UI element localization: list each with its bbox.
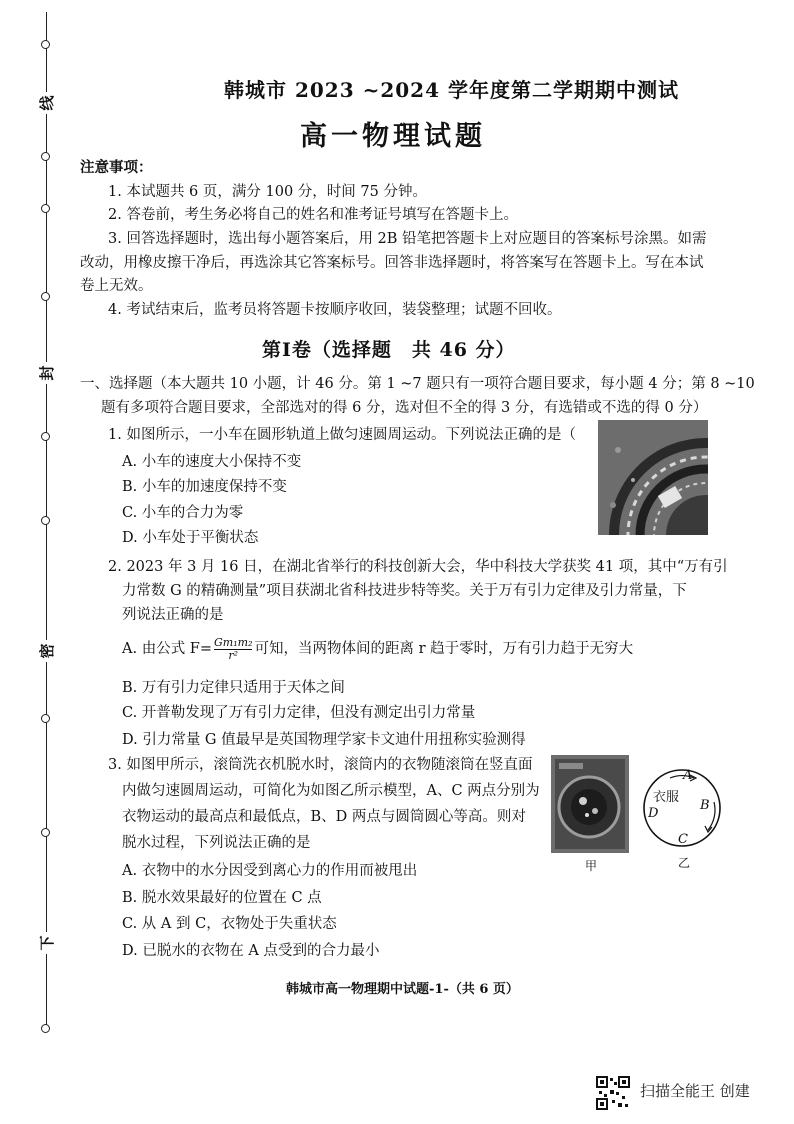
- figure-label-jia: 甲: [585, 859, 598, 873]
- q1-stem: 1. 如图所示，一小车在圆形轨道上做匀速圆周运动。下列说法正确的是（: [108, 427, 576, 443]
- q1-option-b: B. 小车的加速度保持不变: [122, 479, 287, 495]
- binding-char-feng: 封: [36, 362, 58, 384]
- q2-stem: 2. 2023 年 3 月 16 日，在湖北省举行的科技创新大会，华中科技大学获奖 41 项，其中“万有引: [108, 559, 728, 575]
- washing-machine-photo: [551, 755, 629, 853]
- q1-option-c: C. 小车的合力为零: [122, 505, 244, 521]
- binding-char-mi: 密: [36, 640, 58, 662]
- q1-track-photo: [598, 420, 708, 535]
- formula-denominator: r²: [228, 648, 239, 662]
- binding-hole: [41, 40, 50, 49]
- q1-option-d: D. 小车处于平衡状态: [122, 530, 259, 546]
- binding-hole: [41, 1024, 50, 1033]
- gravitation-formula: [214, 637, 252, 662]
- q2-option-b: B. 万有引力定律只适用于天体之间: [122, 680, 345, 696]
- section-instructions: 一、选择题（本大题共 10 小题，计 46 分。第 1 ~7 题只有一项符合题目要求，每小题 4 分；第 8 ~10: [80, 376, 755, 392]
- q3-stem: 内做匀速圆周运动，可简化为如图乙所示模型，A、C 两点分别为: [122, 783, 540, 799]
- q2-stem: 力常数 G 的精确测量”项目获湖北省科技进步特等奖。关于万有引力定律及引力常量，下: [122, 583, 687, 599]
- q3-option-d: D. 已脱水的衣物在 A 点受到的合力最小: [122, 943, 380, 959]
- q2-option-a-suffix: 可知，当两物体间的距离 r 趋于零时，万有引力趋于无穷大: [254, 641, 634, 657]
- binding-hole: [41, 714, 50, 723]
- q2-option-d: D. 引力常量 G 值最早是英国物理学家卡文迪什用扭称实验测得: [122, 732, 526, 748]
- binding-margin: [0, 0, 80, 1124]
- binding-char-xia: 下: [36, 932, 58, 954]
- q2-option-a-prefix: A. 由公式 F=: [122, 641, 213, 657]
- section-instructions: 题有多项符合题目要求，全部选对的得 6 分，选对但不全的得 3 分，有选错或不选的得 0 分）: [101, 400, 708, 416]
- note-item: 改动，用橡皮擦干净后，再选涂其它答案标号。回答非选择题时，将答案写在答题卡上。写在本试: [80, 255, 704, 271]
- note-item: 3. 回答选择题时，选出每小题答案后，用 2B 铅笔把答题卡上对应题目的答案标号涂黑。如需: [108, 231, 707, 247]
- note-item: 卷上无效。: [80, 278, 153, 294]
- point-a-label: A: [683, 768, 693, 783]
- page-footer: 韩城市高一物理期中试题-1-（共 6 页）: [286, 982, 519, 997]
- note-item: 1. 本试题共 6 页，满分 100 分，时间 75 分钟。: [108, 184, 427, 200]
- point-c-label: C: [678, 832, 688, 847]
- q3-option-c: C. 从 A 到 C，衣物处于失重状态: [122, 916, 337, 932]
- scanner-watermark: 扫描全能王 创建: [640, 1082, 750, 1100]
- point-d-label: D: [648, 806, 659, 821]
- binding-hole: [41, 828, 50, 837]
- binding-hole: [41, 432, 50, 441]
- note-item: 4. 考试结束后，监考员将答题卡按顺序收回，装袋整理；试题不回收。: [108, 302, 562, 318]
- q3-option-b: B. 脱水效果最好的位置在 C 点: [122, 890, 322, 906]
- figure-label-yi: 乙: [678, 856, 691, 870]
- section-title: 第Ⅰ卷（选择题 共 46 分）: [262, 339, 516, 361]
- formula-numerator: Gm₁m₂: [214, 635, 253, 649]
- note-item: 2. 答卷前，考生务必将自己的姓名和准考证号填写在答题卡上。: [108, 207, 518, 223]
- binding-char-xian: 线: [36, 92, 58, 114]
- subject-title: 高一物理试题: [300, 121, 486, 152]
- point-b-label: B: [700, 798, 710, 813]
- binding-hole: [41, 516, 50, 525]
- q2-stem: 列说法正确的是: [122, 607, 224, 623]
- exam-title: 韩城市 2023 ~2024 学年度第二学期期中测试: [224, 78, 679, 102]
- notes-heading: 注意事项：: [80, 159, 153, 176]
- binding-hole: [41, 204, 50, 213]
- binding-hole: [41, 292, 50, 301]
- q3-stem: 脱水过程，下列说法正确的是: [122, 835, 311, 851]
- binding-hole: [41, 152, 50, 161]
- qr-code-icon: [596, 1076, 630, 1110]
- q1-option-a: A. 小车的速度大小保持不变: [122, 454, 302, 470]
- q2-option-a: [122, 636, 633, 662]
- q2-option-c: C. 开普勒发现了万有引力定律，但没有测定出引力常量: [122, 705, 476, 721]
- clothes-label: 衣服: [653, 790, 680, 805]
- q3-stem: 衣物运动的最高点和最低点，B、D 两点与圆筒圆心等高。则对: [122, 809, 526, 825]
- q3-stem: 3. 如图甲所示，滚筒洗衣机脱水时，滚筒内的衣物随滚筒在竖直面: [108, 757, 533, 773]
- q3-option-a: A. 衣物中的水分因受到离心力的作用而被甩出: [122, 863, 418, 879]
